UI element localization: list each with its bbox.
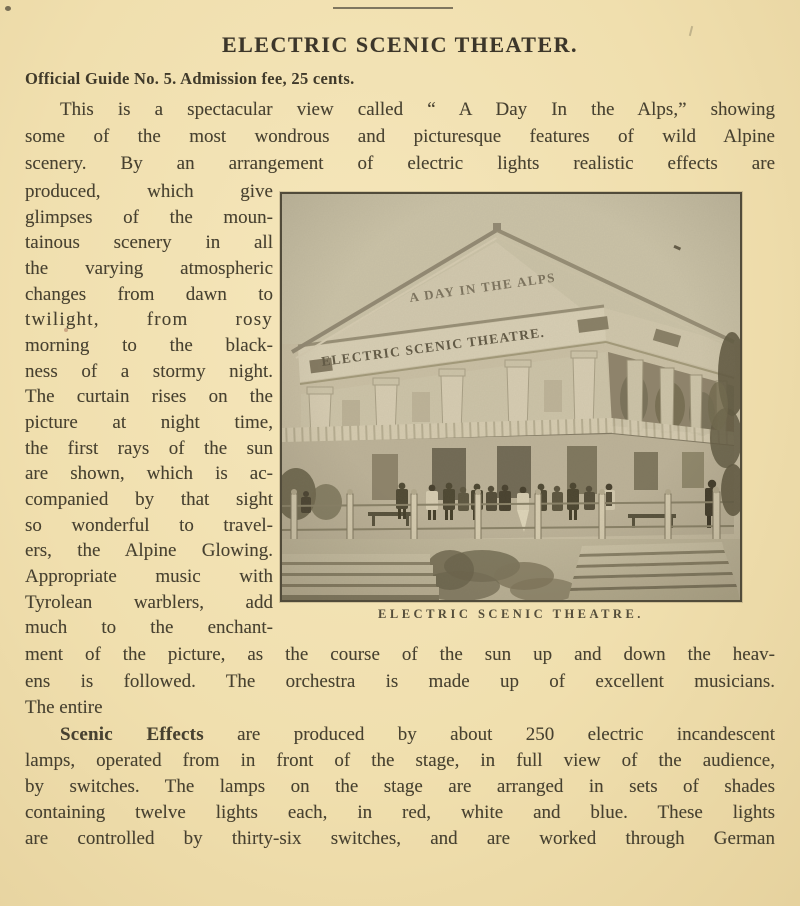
- photo-caption: ELECTRIC SCENIC THEATRE.: [378, 607, 644, 621]
- column-line: glimpses of the moun-: [25, 207, 273, 228]
- body-line: lamps, operated from in front of the stage, in full view of the audience,: [25, 750, 775, 771]
- divider-rule: [333, 7, 453, 9]
- column-line: morning to the black-: [25, 335, 273, 356]
- photo-vignette: [282, 194, 740, 600]
- column-line: twilight, from rosy: [25, 309, 273, 330]
- body-line: ens is followed. The orchestra is made up of excellent musicians.: [25, 671, 775, 692]
- column-line: picture at night time,: [25, 412, 273, 433]
- column-line: companied by that sight: [25, 489, 273, 510]
- column-line: tainous scenery in all: [25, 232, 273, 253]
- guide-subtitle: Official Guide No. 5. Admission fee, 25 cents.: [25, 69, 355, 88]
- column-line: The curtain rises on the: [25, 386, 273, 407]
- theater-photo-art: [282, 194, 740, 600]
- column-line: are shown, which is ac-: [25, 463, 273, 484]
- body-line: ment of the picture, as the course of the sun up and down the heav-: [25, 644, 775, 665]
- theater-photograph: [280, 192, 742, 602]
- column-line: produced, which give: [25, 181, 273, 202]
- column-line: the varying atmospheric: [25, 258, 273, 279]
- body-line: [25, 722, 775, 748]
- column-line: ers, the Alpine Glowing.: [25, 540, 273, 561]
- body-line: by switches. The lamps on the stage are arranged in sets of shades: [25, 776, 775, 797]
- column-line: ness of a stormy night.: [25, 361, 273, 382]
- column-line: so wonderful to travel-: [25, 515, 273, 536]
- body-line: are controlled by thirty-six switches, and are worked through German: [25, 828, 775, 849]
- bold-lead: Scenic Effects: [60, 724, 204, 745]
- body-line: This is a spectacular view called “ A Day In the Alps,” showing: [60, 99, 775, 120]
- body-line: scenery. By an arrangement of electric lights realistic effects are: [25, 153, 775, 174]
- lead-rest: are produced by about 250 electric incandescent: [203, 724, 775, 745]
- column-line: the first rays of the sun: [25, 438, 273, 459]
- body-line: The entire: [25, 697, 103, 718]
- body-line: containing twelve lights each, in red, white and blue. These lights: [25, 802, 775, 823]
- scan-speck: [5, 6, 11, 11]
- column-line: Tyrolean warblers, add: [25, 592, 273, 613]
- column-line: Appropriate music with: [25, 566, 273, 587]
- column-line: changes from dawn to: [25, 284, 273, 305]
- body-line: some of the most wondrous and picturesque features of wild Alpine: [25, 126, 775, 147]
- column-line: much to the enchant-: [25, 617, 273, 638]
- page-title: ELECTRIC SCENIC THEATER.: [221, 32, 579, 57]
